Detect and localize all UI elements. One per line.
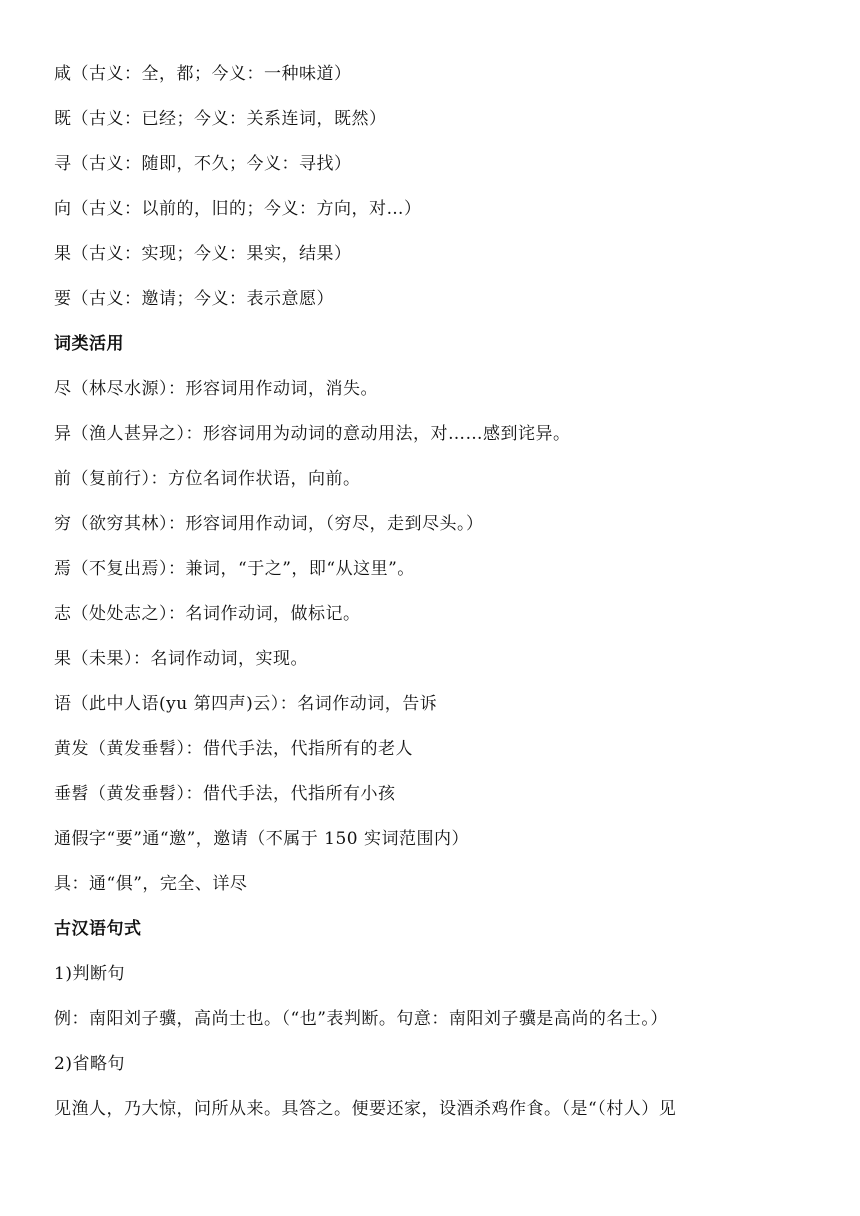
glossary-line: 寻（古义：随即，不久；今义：寻找）	[54, 154, 352, 174]
glossary-line: 咸（古义：全，都；今义：一种味道）	[54, 64, 352, 84]
word-class-item: 黄发（黄发垂髫）：借代手法，代指所有的老人	[54, 739, 413, 759]
sentence-item: 1)判断句	[54, 964, 125, 984]
glossary-line: 要（古义：邀请；今义：表示意愿）	[54, 289, 334, 309]
word-class-item: 具：通“俱”，完全、详尽	[54, 874, 248, 894]
glossary-line: 既（古义：已经；今义：关系连词，既然）	[54, 109, 387, 129]
word-class-item: 果（未果）：名词作动词，实现。	[54, 649, 308, 669]
word-class-item: 垂髫（黄发垂髫）：借代手法，代指所有小孩	[54, 784, 396, 804]
sentence-item: 例：南阳刘子骥，高尚士也。（“也”表判断。句意：南阳刘子骥是高尚的名士。）	[54, 1009, 668, 1029]
glossary-line: 向（古义：以前的，旧的；今义：方向，对…）	[54, 199, 422, 219]
word-class-item: 前（复前行）：方位名词作状语，向前。	[54, 469, 361, 489]
section-heading-word-class: 词类活用	[54, 334, 124, 354]
section-heading-sentence: 古汉语句式	[54, 919, 142, 939]
sentence-item: 2)省略句	[54, 1054, 125, 1074]
word-class-item: 通假字“要”通“邀”，邀请（不属于 150 实词范围内）	[54, 829, 470, 849]
word-class-item: 焉（不复出焉）：兼词，“于之”，即“从这里”。	[54, 559, 415, 579]
glossary-line: 果（古义：实现；今义：果实，结果）	[54, 244, 352, 264]
word-class-item: 志（处处志之）：名词作动词，做标记。	[54, 604, 361, 624]
word-class-item: 语（此中人语(yu 第四声)云）：名词作动词，告诉	[54, 694, 438, 714]
word-class-item: 异（渔人甚异之）：形容词用为动词的意动用法，对……感到诧异。	[54, 424, 571, 444]
sentence-item: 见渔人，乃大惊，问所从来。具答之。便要还家，设酒杀鸡作食。（是“（村人）见	[54, 1099, 677, 1119]
word-class-item: 尽（林尽水源）：形容词用作动词，消失。	[54, 379, 378, 399]
document-page	[54, 58, 814, 1138]
word-class-item: 穷（欲穷其林）：形容词用作动词，（穷尽，走到尽头。）	[54, 514, 484, 534]
